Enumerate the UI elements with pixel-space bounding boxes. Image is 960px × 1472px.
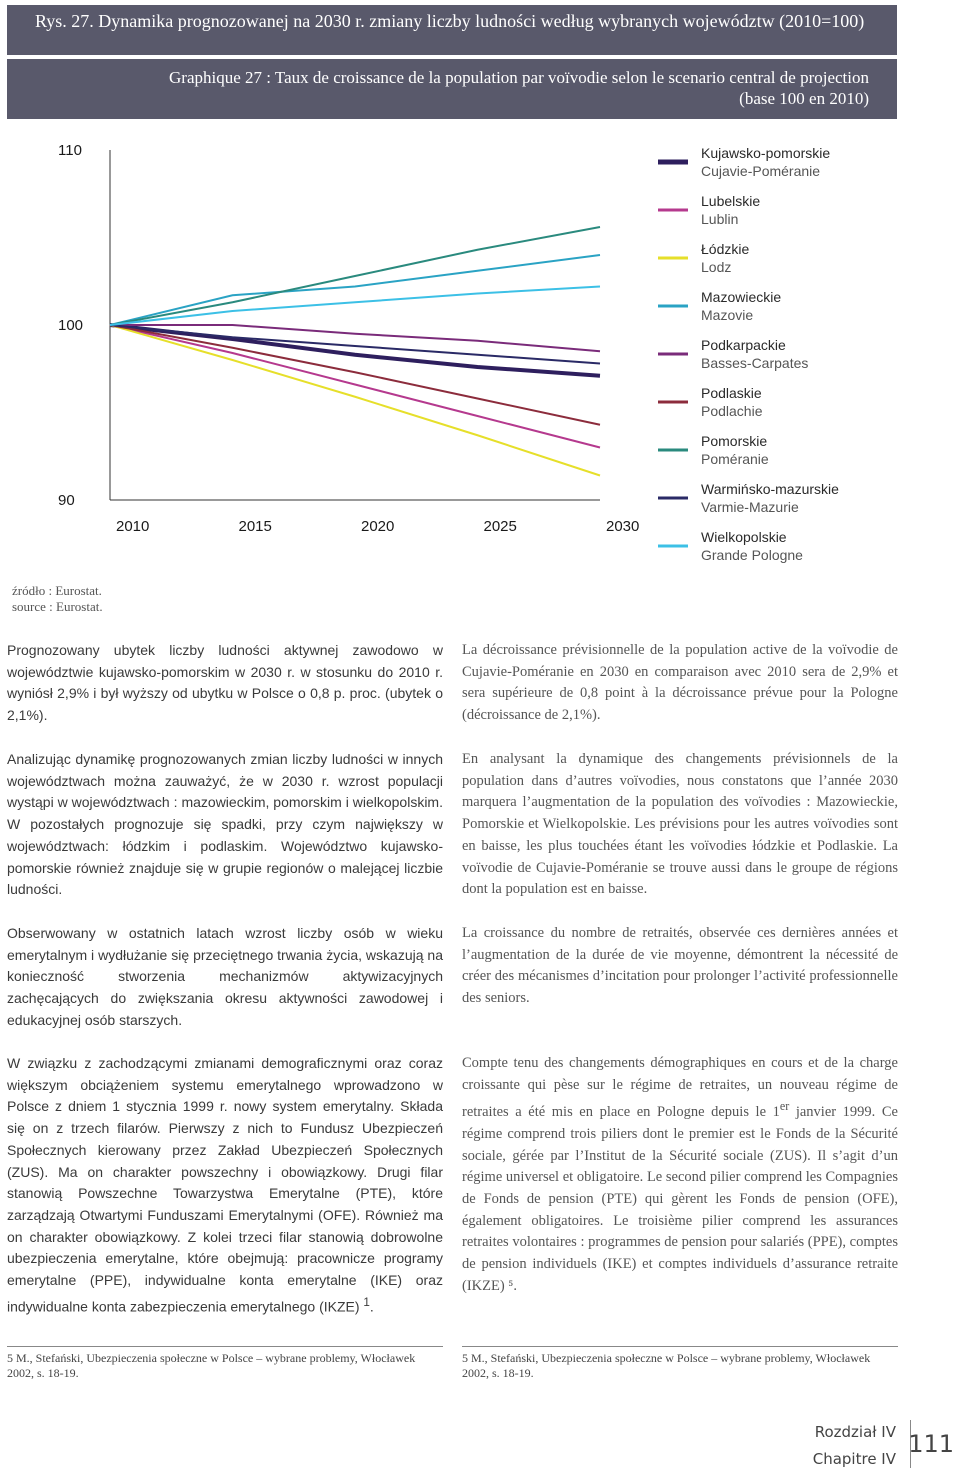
y-tick-label: 110 xyxy=(58,142,82,159)
legend-name-fr: Podlachie xyxy=(701,403,763,419)
paragraph-pl-1: Prognozowany ubytek liczby ludności aktywnej zawodowo w województwie kujawsko-pomorskim w 2030 r. w stosunku do 2010 r. wyniósł 2,9% i był wyższy od ubytku w Polsce o 0,8 p. proc. (ubytek o 2,1%). xyxy=(7,642,443,724)
footnote-rule-fr xyxy=(462,1346,898,1347)
source-fr: source : Eurostat. xyxy=(12,599,103,614)
series-line xyxy=(110,287,600,326)
page-number: 111 xyxy=(908,1430,954,1458)
paragraph-fr-4-rest: janvier 1999. Ce régime comprend trois piliers dont le premier est le Fonds de la Sécurité sociale, gérée par l’Institut de la Sécurité sociale (ZUS). Il s’agit d’un régime universel et obligatoire. Le second pilier comprend les Compagnies de Fonds de pension (PTE) qui gèrent les Fonds de pension (OFE), également obligatoires. Le troisième pilier comprend les assurances retraites volontaires : programmes de pension pour salariés (PPE), comptes de pension individuels (IKE) et comptes individuels d’assurance retraite (IKZE) xyxy=(462,1104,898,1294)
footnote-rule-pl xyxy=(7,1346,443,1347)
x-tick-label: 2025 xyxy=(483,518,517,535)
title-fr-line2: (base 100 en 2010) xyxy=(739,89,869,108)
legend-name-fr: Basses-Carpates xyxy=(701,355,809,371)
y-tick-label: 90 xyxy=(58,492,75,509)
legend-name: Mazowieckie xyxy=(701,289,782,305)
series-line xyxy=(110,325,600,448)
ordinal-sup: er xyxy=(779,1099,790,1114)
legend-name: Podkarpackie xyxy=(701,337,786,353)
x-tick-label: 2010 xyxy=(116,518,150,535)
paragraph-pl-4 xyxy=(7,1053,443,1318)
legend-name-fr: Lublin xyxy=(701,211,739,227)
legend-name: Lubelskie xyxy=(701,193,761,209)
legend-name-fr: Mazovie xyxy=(701,307,754,323)
legend-name-fr: Varmie-Mazurie xyxy=(701,499,799,515)
chapter-label-fr: Chapitre IV xyxy=(812,1450,896,1468)
legend-name-fr: Poméranie xyxy=(701,451,769,467)
paragraph-pl-4-end: . xyxy=(369,1298,374,1315)
x-tick-label: 2020 xyxy=(361,518,395,535)
paragraph-fr-4 xyxy=(462,1053,898,1298)
paragraph-pl-2: Analizując dynamikę prognozowanych zmian liczby ludności w innych województwach można zauważyć, że w 2030 r. wzrost populacji wystąpi w województwach : mazowieckim, pomorskim i wielkopolskim. W pozostałych prognozuje się spadki, przy czym największy w województwach: łódzkim i podlaskim. Województwo kujawsko-pomorskie również znajduje się w grupie regionów o malejącej liczbie ludności. xyxy=(7,751,443,898)
legend-name: Podlaskie xyxy=(701,385,762,401)
title-fr-line1: Graphique 27 : Taux de croissance de la population par voïvodie selon le scenario central de projection xyxy=(169,68,869,87)
legend-name: Warmińsko-mazurskie xyxy=(701,481,839,497)
chart-title-french xyxy=(7,59,897,119)
paragraph-fr-1: La décroissance prévisionnelle de la population active de la voïvodie de Cujavie-Poméranie en 2030 en comparaison avec 2010 sera de 2,9% et sera supérieure de 0,8 point à la décroissance prévue pour la Pologne (décroissance de 2,1%). xyxy=(462,642,898,724)
series-line xyxy=(110,227,600,325)
line-chart xyxy=(0,130,960,575)
series-line xyxy=(110,325,600,476)
paragraph-fr-3: La croissance du nombre de retraités, observée ces dernières années et l’augmentation de la durée de vie moyenne, démontrent la nécessité de créer des mécanismes d’incitation pour prolonger l’activité professionnelle des seniors. xyxy=(462,925,898,1007)
footnote-fr: 5 M., Stefański, Ubezpieczenia społeczne w Polsce – wybrane problemy, Włocławek 2002, s. 18-19. xyxy=(462,1351,871,1380)
legend-name: Pomorskie xyxy=(701,433,768,449)
chart-series xyxy=(110,227,600,476)
chart-source xyxy=(12,583,103,615)
source-pl: źródło : Eurostat. xyxy=(12,583,102,598)
footnote-ref-pl: 1 xyxy=(363,1295,370,1309)
series-line xyxy=(110,325,600,425)
paragraph-fr-4-start: Compte tenu des changements démographiques en cours et de la charge croissante qui pèse sur le régime de retraites, un nouveau régime de retraites a été mis en place en Pologne depuis le 1 xyxy=(462,1055,898,1121)
x-tick-label: 2030 xyxy=(606,518,640,535)
legend-name-fr: Grande Pologne xyxy=(701,547,803,563)
legend-name-fr: Lodz xyxy=(701,259,732,275)
x-tick-label: 2015 xyxy=(238,518,272,535)
paragraph-pl-3: Obserwowany w ostatnich latach wzrost liczby osób w wieku emerytalnym i wydłużanie się przeciętnego trwania życia, wskazują na konieczność stworzenia mechanizmów aktywizacyjnych zachęcających do zwiększania okresu aktywności zawodowej i edukacyjnej osób starszych. xyxy=(7,925,443,1028)
paragraph-fr-4-end: ⁵. xyxy=(504,1277,517,1294)
paragraph-pl-4-text: W związku z zachodzącymi zmianami demograficznymi oraz coraz większym obciążeniem systemu emerytalnego wprowadzono w Polsce z dniem 1 stycznia 1999 r. nowy system emerytalny. Składa się on z trzech filarów. Pierwszy z nich to Fundusz Ubezpieczeń Społecznych kierowany przez Zakład Ubezpieczeń Społecznych (ZUS). Ma on charakter powszechny i obowiązkowy. Drugi filar stanowią Powszechne Towarzystwa Emerytalne (PTE), które zarządzają Otwartymi Funduszami Emerytalnymi (OFE). Również ma on charakter obowiązkowy. Z kolei trzeci filar stanowią dobrowolne ubezpieczenia emerytalne, które obejmują: pracownicze programy emerytalne (PPE), indywidualne konta emerytalne (IKE) oraz indywidualne konta zabezpieczenia emerytalnego (IKZE) xyxy=(7,1055,443,1315)
legend-name-fr: Cujavie-Poméranie xyxy=(701,163,821,179)
legend-name: Kujawsko-pomorskie xyxy=(701,145,831,161)
title-pl-text: Rys. 27. Dynamika prognozowanej na 2030 r. zmiany liczby ludności według wybranych województw (2010=100) xyxy=(35,11,865,31)
legend-name: Łódzkie xyxy=(701,241,750,257)
chart-title-polish xyxy=(7,5,897,55)
chapter-label-pl: Rozdział IV xyxy=(814,1423,896,1441)
footnote-pl: 5 M., Stefański, Ubezpieczenia społeczne w Polsce – wybrane problemy, Włocławek 2002, s. 18-19. xyxy=(7,1351,416,1380)
chart-legend xyxy=(658,145,839,563)
legend-name: Wielkopolskie xyxy=(701,529,787,545)
paragraph-fr-2: En analysant la dynamique des changements prévisionnels de la population dans d’autres voïvodies, nous constatons que l’année 2030 marquera l’augmentation de la population des voïvodies : Mazowieckie, Pomorskie et Wielkopolskie. Les prévisions pour les autres voïvodies sont en baisse, les plus touchées étant les voïvodies łódzkie et Podlaskie. La voïvodie de Cujavie-Poméranie se trouve aussi dans le groupe de régions dont la population est en baisse. xyxy=(462,751,898,898)
y-tick-label: 100 xyxy=(58,317,84,334)
chart-axes xyxy=(58,142,639,535)
